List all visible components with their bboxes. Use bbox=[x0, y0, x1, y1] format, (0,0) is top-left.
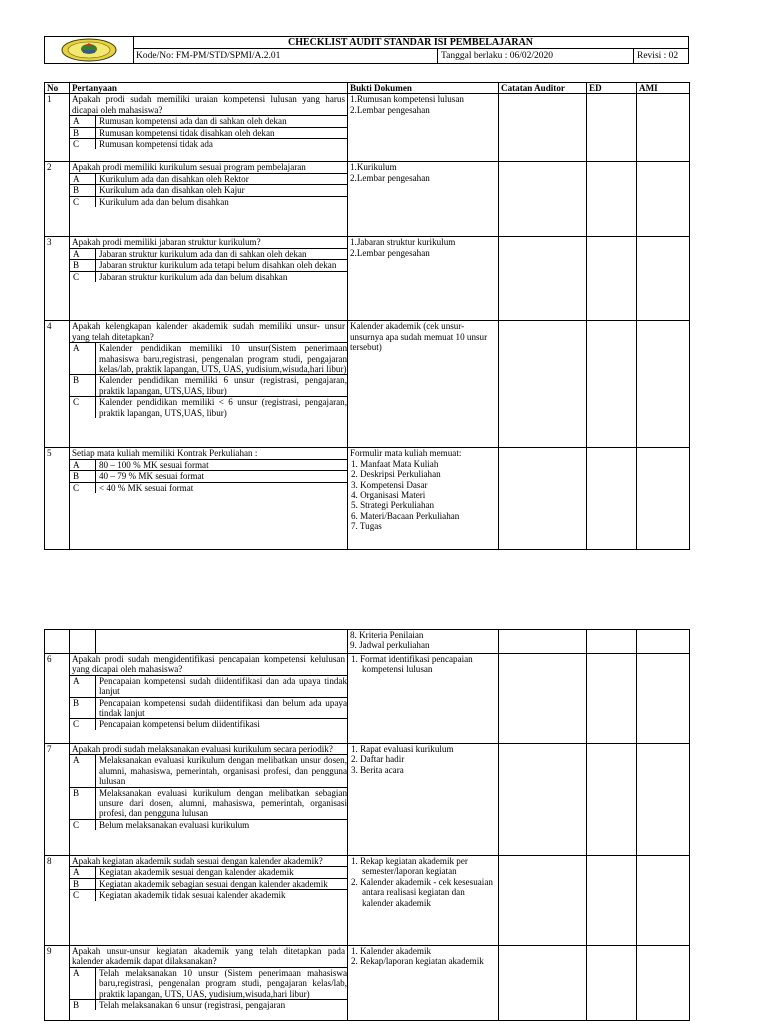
effective-date: Tanggal berlaku : 06/02/2020 bbox=[438, 49, 634, 63]
option-text: 80 – 100 % MK sesuai format bbox=[99, 459, 209, 470]
checklist-table-2 bbox=[44, 629, 690, 1021]
option-text: Jabaran struktur kurikulum ada dan di sahkan oleh dekan bbox=[99, 248, 307, 259]
evidence-item: 1. Format identifikasi pencapaian kompetensi lulusan bbox=[351, 654, 473, 675]
evidence-item: 2.Lembar pengesahan bbox=[350, 172, 430, 183]
table-row bbox=[45, 162, 690, 237]
answer-option[interactable] bbox=[70, 819, 347, 830]
ami-cell[interactable] bbox=[637, 744, 690, 856]
auditor-note-cell[interactable] bbox=[499, 162, 587, 237]
evidence-item: 2. Deskripsi Perkuliahan bbox=[351, 469, 441, 480]
option-letter: C bbox=[70, 819, 96, 830]
option-text: Rumusan kompetensi ada dan di sahkan oleh dekan bbox=[99, 116, 287, 127]
answer-option[interactable] bbox=[70, 249, 347, 259]
option-letter: A bbox=[70, 116, 96, 126]
question-number: 2 bbox=[45, 162, 70, 237]
auditor-note-cell[interactable] bbox=[499, 654, 587, 744]
evidence-cell bbox=[348, 654, 499, 744]
option-text: Rumusan kompetensi tidak ada bbox=[99, 139, 213, 150]
auditor-note-cell[interactable] bbox=[499, 321, 587, 448]
option-letter: A bbox=[70, 174, 96, 184]
question-number: 9 bbox=[45, 946, 70, 1021]
doc-code: Kode/No: FM-PM/STD/SPMI/A.2.01 bbox=[133, 49, 438, 63]
option-text: Rumusan kompetensi tidak disahkan oleh dekan bbox=[99, 127, 275, 138]
evidence-cell bbox=[348, 744, 499, 856]
option-text: Kegiatan akademik sebagian sesuai dengan kalender akademik bbox=[99, 878, 328, 889]
evidence-item: 1. Kalender akademik bbox=[351, 946, 432, 956]
question-cell bbox=[70, 162, 348, 237]
ed-cell[interactable] bbox=[587, 237, 637, 321]
answer-option[interactable] bbox=[70, 116, 347, 126]
option-text: Kurikulum ada dan disahkan oleh Rektor bbox=[99, 173, 249, 184]
question-number: 5 bbox=[45, 448, 70, 550]
auditor-note-cell[interactable] bbox=[499, 946, 587, 1021]
option-text: Kurikulum ada dan disahkan oleh Kajur bbox=[99, 185, 245, 196]
option-letter: B bbox=[70, 787, 96, 819]
option-text: Kalender pendidikan memiliki 10 unsur(Sistem penerimaan mahasiswa baru,registrasi, pengenalan program studi, pengajaran kelas/lab, praktik lapangan, UTS, UAS, yudisium,wisuda,hari libur) bbox=[99, 343, 347, 375]
table-row bbox=[45, 856, 690, 946]
option-letter: A bbox=[70, 343, 96, 374]
table-row bbox=[45, 630, 690, 654]
ami-cell[interactable] bbox=[637, 654, 690, 744]
evidence-item: 1. Rekap kegiatan akademik per semester/laporan kegiatan bbox=[351, 856, 468, 877]
ed-cell[interactable] bbox=[587, 448, 637, 550]
evidence-item: 2. Daftar hadir bbox=[351, 754, 405, 765]
question-number: 7 bbox=[45, 744, 70, 856]
question-number: 1 bbox=[45, 94, 70, 162]
option-letter: C bbox=[70, 482, 96, 493]
evidence-item: 1.Kurikulum bbox=[350, 162, 397, 173]
answer-option[interactable] bbox=[70, 184, 347, 195]
question-text: Apakah prodi sudah memiliki uraian kompetensi lulusan yang harus dicapai oleh mahasiswa? bbox=[72, 94, 345, 115]
option-text: Kegiatan akademik tidak sesuai kalender akademik bbox=[99, 890, 286, 901]
question-number: 4 bbox=[45, 321, 70, 448]
option-text: Jabaran struktur kurikulum ada dan belum disahkan bbox=[99, 271, 288, 282]
evidence-cell bbox=[348, 162, 499, 237]
evidence-item: 1.Jabaran struktur kurikulum bbox=[350, 237, 456, 248]
evidence-item: 3. Kompetensi Dasar bbox=[351, 479, 428, 490]
answer-option[interactable] bbox=[70, 755, 347, 786]
option-text: Pencapaian kompetensi sudah diidentifikasi dan ada upaya tindak lanjut bbox=[99, 675, 347, 697]
question-cell bbox=[70, 654, 348, 744]
evidence-item: 1. Manfaat Mata Kuliah bbox=[351, 458, 439, 469]
answer-option[interactable] bbox=[70, 676, 347, 697]
answer-option[interactable] bbox=[70, 867, 347, 877]
evidence-cell bbox=[348, 856, 499, 946]
ed-cell[interactable] bbox=[587, 744, 637, 856]
option-text: Pencapaian kompetensi sudah diidentifikasi dan belum ada upaya tindak lanjut bbox=[99, 697, 347, 719]
answer-option[interactable] bbox=[70, 374, 347, 396]
option-letter: C bbox=[70, 719, 96, 730]
ed-cell[interactable] bbox=[587, 856, 637, 946]
table-row bbox=[45, 744, 690, 856]
question-text: Apakah prodi memiliki kurikulum sesuai program pembelajaran bbox=[70, 162, 347, 173]
option-letter: B bbox=[70, 127, 96, 138]
answer-option[interactable] bbox=[70, 718, 347, 729]
ed-cell[interactable] bbox=[587, 630, 637, 654]
answer-option[interactable] bbox=[70, 343, 347, 374]
evidence-item: 2.Lembar pengesahan bbox=[350, 104, 430, 115]
ami-cell[interactable] bbox=[637, 321, 690, 448]
ami-cell[interactable] bbox=[637, 237, 690, 321]
evidence-item: 2.Lembar pengesahan bbox=[350, 247, 430, 258]
auditor-note-cell[interactable] bbox=[499, 630, 587, 654]
table-row bbox=[45, 448, 690, 550]
ami-cell[interactable] bbox=[637, 856, 690, 946]
table-header-row bbox=[45, 83, 690, 94]
question-cell bbox=[70, 237, 348, 321]
evidence-cell bbox=[348, 630, 499, 654]
col-question: Pertanyaan bbox=[70, 83, 348, 94]
auditor-note-cell[interactable] bbox=[499, 448, 587, 550]
evidence-item: 6. Materi/Bacaan Perkuliahan bbox=[351, 510, 460, 521]
option-letter: B bbox=[70, 697, 96, 718]
answer-option[interactable] bbox=[70, 259, 347, 270]
evidence-cell bbox=[348, 448, 499, 550]
question-text: Apakah prodi memiliki jabaran struktur kurikulum? bbox=[70, 237, 347, 248]
answer-option[interactable] bbox=[70, 138, 347, 149]
option-text: Telah melaksanakan 6 unsur (registrasi, pengajaran bbox=[99, 1000, 286, 1011]
option-text: < 40 % MK sesuai format bbox=[99, 482, 194, 493]
option-letter: B bbox=[70, 471, 96, 482]
question-number: 8 bbox=[45, 856, 70, 946]
option-text: Telah melaksanakan 10 unsur (Sistem penerimaan mahasiswa baru,registrasi, pengenalan program studi, pengajaran kelas/lab, praktik lapangan, UTS, UAS, yudisium,wisuda,hari libur) bbox=[99, 967, 347, 999]
checklist-table-1 bbox=[44, 82, 690, 550]
col-no: No bbox=[45, 83, 70, 94]
option-letter: A bbox=[70, 755, 96, 786]
ed-cell[interactable] bbox=[587, 94, 637, 162]
ami-cell[interactable] bbox=[637, 630, 690, 654]
answer-option[interactable] bbox=[70, 697, 347, 719]
option-text: Melaksanakan evaluasi kurikulum dengan melibatkan unsur dosen, alumni, mahasiswa, pemerintah, organisasi profesi, dan pengguna lulusan bbox=[99, 755, 347, 787]
auditor-note-cell[interactable] bbox=[499, 237, 587, 321]
answer-option[interactable] bbox=[70, 460, 347, 470]
answer-option[interactable] bbox=[70, 889, 347, 900]
answer-option[interactable] bbox=[70, 174, 347, 184]
question-text: Apakah prodi sudah melaksanakan evaluasi kurikulum secara periodik? bbox=[70, 744, 347, 755]
option-text: Jabaran struktur kurikulum ada tetapi belum disahkan oleh dekan bbox=[99, 260, 337, 271]
ami-cell[interactable] bbox=[637, 448, 690, 550]
option-letter: A bbox=[70, 968, 96, 999]
answer-option[interactable] bbox=[70, 271, 347, 282]
option-letter: B bbox=[70, 375, 96, 396]
option-text: Kalender pendidikan memiliki < 6 unsur (registrasi, pengajaran, praktik lapangan, UTS,UAS, libur) bbox=[99, 397, 347, 418]
evidence-cell bbox=[348, 237, 499, 321]
table-row bbox=[45, 946, 690, 1021]
evidence-item: 8. Kriteria Penilaian bbox=[350, 630, 424, 640]
option-text: Pencapaian kompetensi belum diidentifikasi bbox=[99, 719, 260, 730]
ed-cell[interactable] bbox=[587, 654, 637, 744]
question-cell bbox=[70, 744, 348, 856]
option-letter: B bbox=[70, 878, 96, 889]
option-letter: A bbox=[70, 867, 96, 877]
answer-option[interactable] bbox=[70, 482, 347, 493]
evidence-item: 1. Rapat evaluasi kurikulum bbox=[351, 744, 454, 754]
answer-option[interactable] bbox=[70, 968, 347, 999]
evidence-item: 7. Tugas bbox=[351, 521, 382, 532]
question-cell bbox=[70, 448, 348, 550]
revision: Revisi : 02 bbox=[637, 51, 679, 61]
question-number: 3 bbox=[45, 237, 70, 321]
option-text: Belum melaksanakan evaluasi kurikulum bbox=[99, 819, 250, 830]
ed-cell[interactable] bbox=[587, 162, 637, 237]
question-text: Apakah unsur-unsur kegiatan akademik yang telah ditetapkan pada kalender akademik dapat dilaksanakan? bbox=[72, 946, 345, 967]
option-letter: C bbox=[70, 271, 96, 282]
question-text: Apakah prodi sudah mengidentifikasi pencapaian kompetensi kelulusan yang dicapai oleh mahasiswa? bbox=[72, 654, 345, 675]
option-text: 40 – 79 % MK sesuai format bbox=[99, 471, 205, 482]
answer-option[interactable] bbox=[70, 127, 347, 138]
evidence-cell bbox=[348, 321, 499, 448]
option-letter: A bbox=[70, 249, 96, 259]
option-letter: B bbox=[70, 260, 96, 271]
option-letter: A bbox=[70, 460, 96, 470]
col-evidence: Bukti Dokumen bbox=[348, 83, 499, 94]
option-letter: C bbox=[70, 890, 96, 901]
evidence-item: 4. Organisasi Materi bbox=[351, 490, 426, 501]
col-ed: ED bbox=[587, 83, 637, 94]
option-letter: B bbox=[70, 185, 96, 196]
table-row bbox=[45, 321, 690, 448]
institution-logo bbox=[45, 37, 134, 63]
document-header bbox=[44, 36, 689, 64]
evidence-item: 1.Rumusan kompetensi lulusan bbox=[350, 94, 464, 105]
ami-cell[interactable] bbox=[637, 946, 690, 1021]
ami-cell[interactable] bbox=[637, 94, 690, 162]
evidence-item: 2. Rekap/laporan kegiatan akademik bbox=[351, 956, 484, 967]
answer-option[interactable] bbox=[70, 878, 347, 889]
auditor-note-cell[interactable] bbox=[499, 744, 587, 856]
evidence-item: 3. Berita acara bbox=[351, 764, 404, 775]
ed-cell[interactable] bbox=[587, 946, 637, 1021]
option-letter: C bbox=[70, 139, 96, 150]
answer-option[interactable] bbox=[70, 396, 347, 418]
answer-option[interactable] bbox=[70, 787, 347, 819]
table-row bbox=[45, 654, 690, 744]
evidence-item: 9. Jadwal perkuliahan bbox=[350, 640, 430, 651]
document-title: CHECKLIST AUDIT STANDAR ISI PEMBELAJARAN bbox=[133, 37, 688, 49]
evidence-item: Formulir mata kuliah memuat: bbox=[350, 448, 462, 459]
evidence-cell bbox=[348, 94, 499, 162]
option-text: Kurikulum ada dan belum disahkan bbox=[99, 196, 229, 207]
table-row bbox=[45, 94, 690, 162]
ami-cell[interactable] bbox=[637, 162, 690, 237]
option-text: Kegiatan akademik sesuai dengan kalender akademik bbox=[99, 867, 294, 878]
evidence-item: 5. Strategi Perkuliahan bbox=[351, 500, 435, 511]
option-letter: C bbox=[70, 397, 96, 418]
question-number: 6 bbox=[45, 654, 70, 744]
auditor-note-cell[interactable] bbox=[499, 856, 587, 946]
answer-option[interactable] bbox=[70, 470, 347, 481]
answer-option[interactable] bbox=[70, 196, 347, 207]
col-auditor-notes: Catatan Auditor bbox=[499, 83, 587, 94]
question-cell bbox=[70, 321, 348, 448]
option-letter: B bbox=[70, 1000, 96, 1011]
evidence-item: 2. Kalender akademik - cek kesesuaian antara realisasi kegiatan dan kalender akademik bbox=[351, 876, 493, 908]
answer-option[interactable] bbox=[70, 999, 347, 1010]
option-letter: C bbox=[70, 196, 96, 207]
option-text: Melaksanakan evaluasi kurikulum dengan melibatkan sebagian unsure dari dosen, alumni, mahasiswa, pemerintah, organisasi profesi, dan pengguna lulusan bbox=[99, 787, 347, 819]
question-text: Apakah kegiatan akademik sudah sesuai dengan kalender akademik? bbox=[70, 856, 347, 867]
evidence-cell bbox=[348, 946, 499, 1021]
question-cell bbox=[70, 856, 348, 946]
option-text: Kalender pendidikan memiliki 6 unsur (registrasi, pengajaran, praktik lapangan, UTS,UAS, libur) bbox=[99, 375, 347, 396]
auditor-note-cell[interactable] bbox=[499, 94, 587, 162]
table-row bbox=[45, 237, 690, 321]
question-text: Setiap mata kuliah memiliki Kontrak Perkuliahan : bbox=[70, 448, 347, 459]
question-cell bbox=[70, 94, 348, 162]
col-ami: AMI bbox=[637, 83, 690, 94]
question-text: Apakah kelengkapan kalender akademik sudah memiliki unsur- unsur yang telah ditetapkan? bbox=[72, 321, 345, 342]
evidence-item: Kalender akademik (cek unsur-unsurnya apa sudah memuat 10 unsur tersebut) bbox=[350, 321, 488, 353]
question-cell bbox=[70, 946, 348, 1021]
ed-cell[interactable] bbox=[587, 321, 637, 448]
option-letter: A bbox=[70, 676, 96, 697]
